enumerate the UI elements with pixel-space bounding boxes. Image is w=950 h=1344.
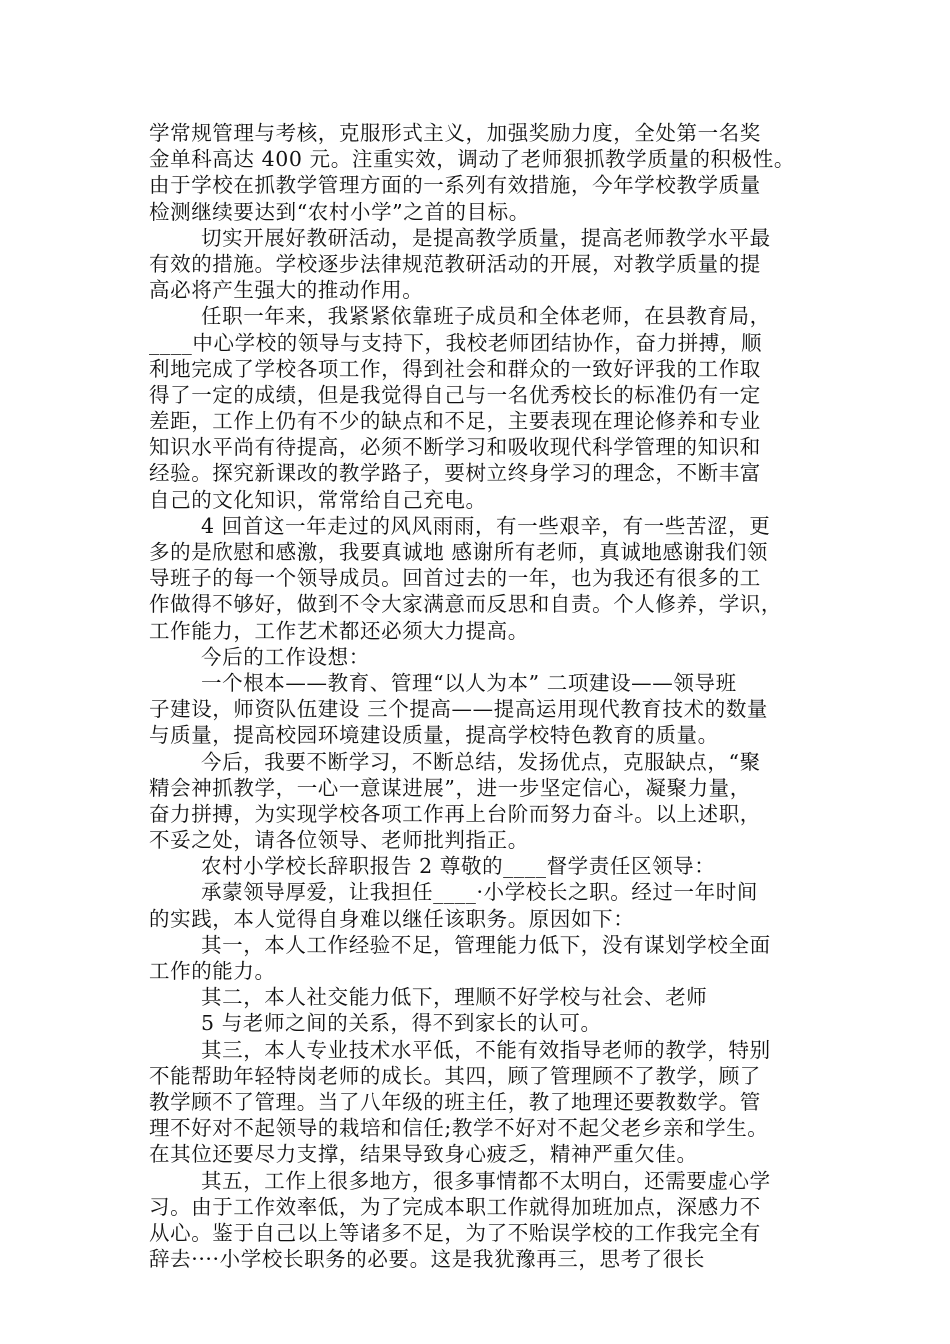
text-line: 利地完成了学校各项工作，得到社会和群众的一致好评我的工作取 bbox=[149, 356, 761, 381]
text-line: 检测继续要达到“农村小学”之首的目标。 bbox=[149, 199, 530, 224]
text-line: 任职一年来，我紧紧依靠班子成员和全体老师，在县教育局， bbox=[201, 304, 771, 329]
text-line: 奋力拼搏，为实现学校各项工作再上台阶而努力奋斗。以上述职， bbox=[149, 801, 761, 826]
text-line: 不能帮助年轻特岗老师的成长。其四，顾了管理顾不了教学，顾了 bbox=[149, 1063, 761, 1088]
text-line: 高必将产生强大的推动作用。 bbox=[149, 278, 424, 303]
text-line: 子建设，师资队伍建设 三个提高——提高运用现代教育技术的数量 bbox=[149, 697, 769, 722]
text-line: 从心。鉴于自己以上等诸多不足，为了不贻误学校的工作我完全有 bbox=[149, 1220, 761, 1245]
text-line: 差距，工作上仍有不少的缺点和不足，主要表现在理论修养和专业 bbox=[149, 409, 761, 434]
text-line: 精会神抓教学，一心一意谋进展”，进一步坚定信心，凝聚力量， bbox=[149, 775, 751, 800]
text-line: 多的是欣慰和感激，我要真诚地 感谢所有老师，真诚地感谢我们领 bbox=[149, 540, 769, 564]
text-line: 知识水平尚有待提高，必须不断学习和吸收现代科学管理的知识和 bbox=[149, 435, 761, 460]
text-line: 不妥之处，请各位领导、老师批判指正。 bbox=[149, 828, 529, 853]
text-line: 习。由于工作效率低，为了完成本职工作就得加班加点，深感力不 bbox=[149, 1194, 761, 1219]
text-line: 承蒙领导厚爱，让我担任____·小学校长之职。经过一年时间 bbox=[201, 880, 758, 905]
text-line: 农村小学校长辞职报告 2 尊敬的____督学责任区领导： bbox=[201, 854, 716, 879]
document-body bbox=[149, 120, 809, 1272]
text-line: 学常规管理与考核，克服形式主义，加强奖励力度，全处第一名奖 bbox=[149, 121, 761, 145]
text-line: 金单科高达 400 元。注重实效，调动了老师狠抓教学质量的积极性。 bbox=[149, 147, 795, 172]
text-line: 其一，本人工作经验不足，管理能力低下，没有谋划学校全面 bbox=[201, 932, 771, 957]
text-line: 导班子的每一个领导成员。回首过去的一年，也为我还有很多的工 bbox=[149, 566, 761, 591]
text-line: 辞去····小学校长职务的必要。这是我犹豫再三，思考了很长 bbox=[149, 1247, 705, 1272]
text-line: 一个根本——教育、管理“以人为本” 二项建设——领导班 bbox=[201, 670, 737, 695]
text-line: 4 回首这一年走过的风风雨雨，有一些艰辛，有一些苦涩，更 bbox=[201, 513, 771, 538]
text-line: 得了一定的成绩，但是我觉得自己与一名优秀校长的标准仍有一定 bbox=[149, 382, 761, 407]
text-line: 5 与老师之间的关系，得不到家长的认可。 bbox=[201, 1011, 602, 1036]
text-line: 其二，本人社交能力低下，理顺不好学校与社会、老师 bbox=[201, 985, 708, 1010]
text-line: 的实践，本人觉得自身难以继任该职务。原因如下： bbox=[149, 906, 635, 931]
text-line: 工作能力，工作艺术都还必须大力提高。 bbox=[149, 618, 529, 643]
text-line: 经验。探究新课改的教学路子，要树立终身学习的理念，不断丰富 bbox=[149, 461, 761, 486]
text-line: 切实开展好教研活动，是提高教学质量，提高老师教学水平最 bbox=[201, 225, 771, 250]
text-line: 在其位还要尽力支撑，结果导致身心疲乏，精神严重欠佳。 bbox=[149, 1142, 698, 1167]
text-line: 工作的能力。 bbox=[149, 959, 276, 983]
text-line: 今后，我要不断学习，不断总结，发扬优点，克服缺点，“聚 bbox=[201, 749, 761, 774]
text-line: 其五，工作上很多地方，很多事情都不太明白，还需要虚心学 bbox=[201, 1168, 771, 1193]
text-line: 今后的工作设想： bbox=[201, 644, 370, 669]
text-line: 由于学校在抓教学管理方面的一系列有效措施，今年学校教学质量 bbox=[149, 173, 761, 198]
text-line: 理不好对不起领导的栽培和信任;教学不好对不起父老乡亲和学生。 bbox=[149, 1116, 769, 1141]
text-line: ____中心学校的领导与支持下，我校老师团结协作，奋力拼搏，顺 bbox=[149, 330, 763, 355]
text-line: 教学顾不了管理。当了八年级的班主任，教了地理还要教数学。管 bbox=[149, 1089, 761, 1114]
text-line: 自己的文化知识，常常给自己充电。 bbox=[149, 487, 487, 512]
text-line: 有效的措施。学校逐步法律规范教研活动的开展，对教学质量的提 bbox=[149, 251, 761, 276]
text-line: 与质量，提高校园环境建设质量，提高学校特色教育的质量。 bbox=[149, 723, 719, 748]
text-line: 作做得不够好，做到不令大家满意而反思和自责。个人修养，学识， bbox=[149, 592, 782, 617]
text-line: 其三，本人专业技术水平低，不能有效指导老师的教学，特别 bbox=[201, 1037, 771, 1062]
